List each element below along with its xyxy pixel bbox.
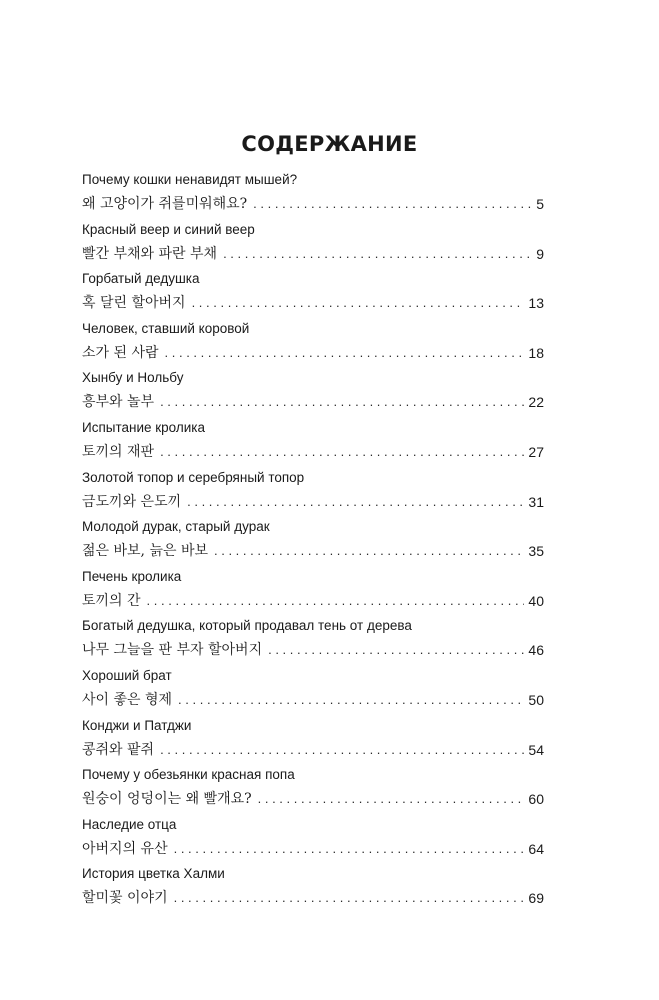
entry-title-ko: 원숭이 엉덩이는 왜 빨개요? <box>82 791 252 808</box>
entry-title-ru: Молодой дурак, старый дурак <box>82 519 270 535</box>
entry-title-ru: Наследие отца <box>82 816 177 832</box>
entry-title-ru: История цветка Халми <box>82 866 225 882</box>
entry-title-ko: 혹 달린 할아버지 <box>82 295 186 312</box>
dot-leader <box>187 488 524 516</box>
page-number: 54 <box>528 741 544 758</box>
dot-leader <box>160 388 524 416</box>
entry-title-ko: 젊은 바보, 늙은 바보 <box>82 543 208 560</box>
toc-entry[interactable] <box>82 368 544 418</box>
entry-title-ko: 나무 그늘을 판 부자 할아버지 <box>82 642 263 659</box>
page-number: 9 <box>536 245 544 262</box>
dot-leader <box>147 587 525 615</box>
toc-entry[interactable] <box>82 269 544 319</box>
page-number: 35 <box>528 543 544 560</box>
entry-title-ru: Горбатый дедушка <box>82 271 200 287</box>
page-number: 31 <box>528 493 544 510</box>
dot-leader <box>160 438 524 466</box>
entry-title-ko: 토끼의 간 <box>82 592 141 609</box>
entry-title-ko: 소가 된 사람 <box>82 344 159 361</box>
dot-leader <box>268 636 524 664</box>
entry-title-ko: 아버지의 유산 <box>82 840 168 857</box>
dot-leader <box>253 190 532 218</box>
toc-entry[interactable] <box>82 864 544 914</box>
toc-entry[interactable] <box>82 765 544 815</box>
page-number: 64 <box>528 840 544 857</box>
page-number: 69 <box>528 890 544 907</box>
page-number: 40 <box>528 592 544 609</box>
dot-leader <box>160 736 524 764</box>
toc-entry[interactable] <box>82 616 544 666</box>
entry-title-ko: 금도끼와 은도끼 <box>82 493 182 510</box>
page-number: 60 <box>528 791 544 808</box>
entry-title-ru: Богатый дедушка, который продавал тень от дерева <box>82 618 412 634</box>
entry-title-ru: Золотой топор и серебряный топор <box>82 469 305 485</box>
page-number: 46 <box>528 642 544 659</box>
entry-title-ru: Печень кролика <box>82 568 182 584</box>
page-number: 50 <box>528 691 544 708</box>
dot-leader <box>178 686 524 714</box>
toc-entry[interactable] <box>82 319 544 369</box>
toc-entry[interactable] <box>82 567 544 617</box>
page-number: 22 <box>528 394 544 411</box>
entry-title-ru: Испытание кролика <box>82 419 206 435</box>
dot-leader <box>165 339 525 367</box>
page-number: 18 <box>528 344 544 361</box>
dot-leader <box>223 240 532 268</box>
toc-entry[interactable] <box>82 220 544 270</box>
toc-entry[interactable] <box>82 815 544 865</box>
dot-leader <box>174 884 525 912</box>
toc-entry[interactable] <box>82 418 544 468</box>
entry-title-ru: Хороший брат <box>82 667 172 683</box>
dot-leader <box>192 289 525 317</box>
entry-title-ko: 빨간 부채와 파란 부채 <box>82 245 218 262</box>
entry-title-ru: Человек, ставший коровой <box>82 320 250 336</box>
table-of-contents <box>82 170 544 914</box>
entry-title-ko: 토끼의 재판 <box>82 443 155 460</box>
entry-title-ru: Красный веер и синий веер <box>82 221 255 237</box>
toc-entry[interactable] <box>82 170 544 220</box>
page-title: СОДЕРЖАНИЕ <box>241 132 418 156</box>
entry-title-ru: Хынбу и Нольбу <box>82 370 184 386</box>
entry-title-ko: 왜 고양이가 쥐를미워해요? <box>82 196 248 212</box>
toc-entry[interactable] <box>82 468 544 518</box>
toc-entry[interactable] <box>82 716 544 766</box>
entry-title-ru: Конджи и Патджи <box>82 717 192 733</box>
entry-title-ru: Почему кошки ненавидят мышей? <box>82 172 298 187</box>
page-number: 13 <box>528 295 544 312</box>
dot-leader <box>174 835 525 863</box>
dot-leader <box>214 537 524 565</box>
entry-title-ko: 사이 좋은 형제 <box>82 691 173 708</box>
entry-title-ko: 콩쥐와 팥쥐 <box>82 741 155 758</box>
toc-entry[interactable] <box>82 666 544 716</box>
entry-title-ru: Почему у обезьянки красная попа <box>82 767 295 783</box>
page-number: 5 <box>536 196 544 212</box>
page-number: 27 <box>528 443 544 460</box>
toc-entry[interactable] <box>82 517 544 567</box>
entry-title-ko: 할미꽃 이야기 <box>82 890 168 907</box>
dot-leader <box>258 785 525 813</box>
entry-title-ko: 흥부와 놀부 <box>82 394 155 411</box>
